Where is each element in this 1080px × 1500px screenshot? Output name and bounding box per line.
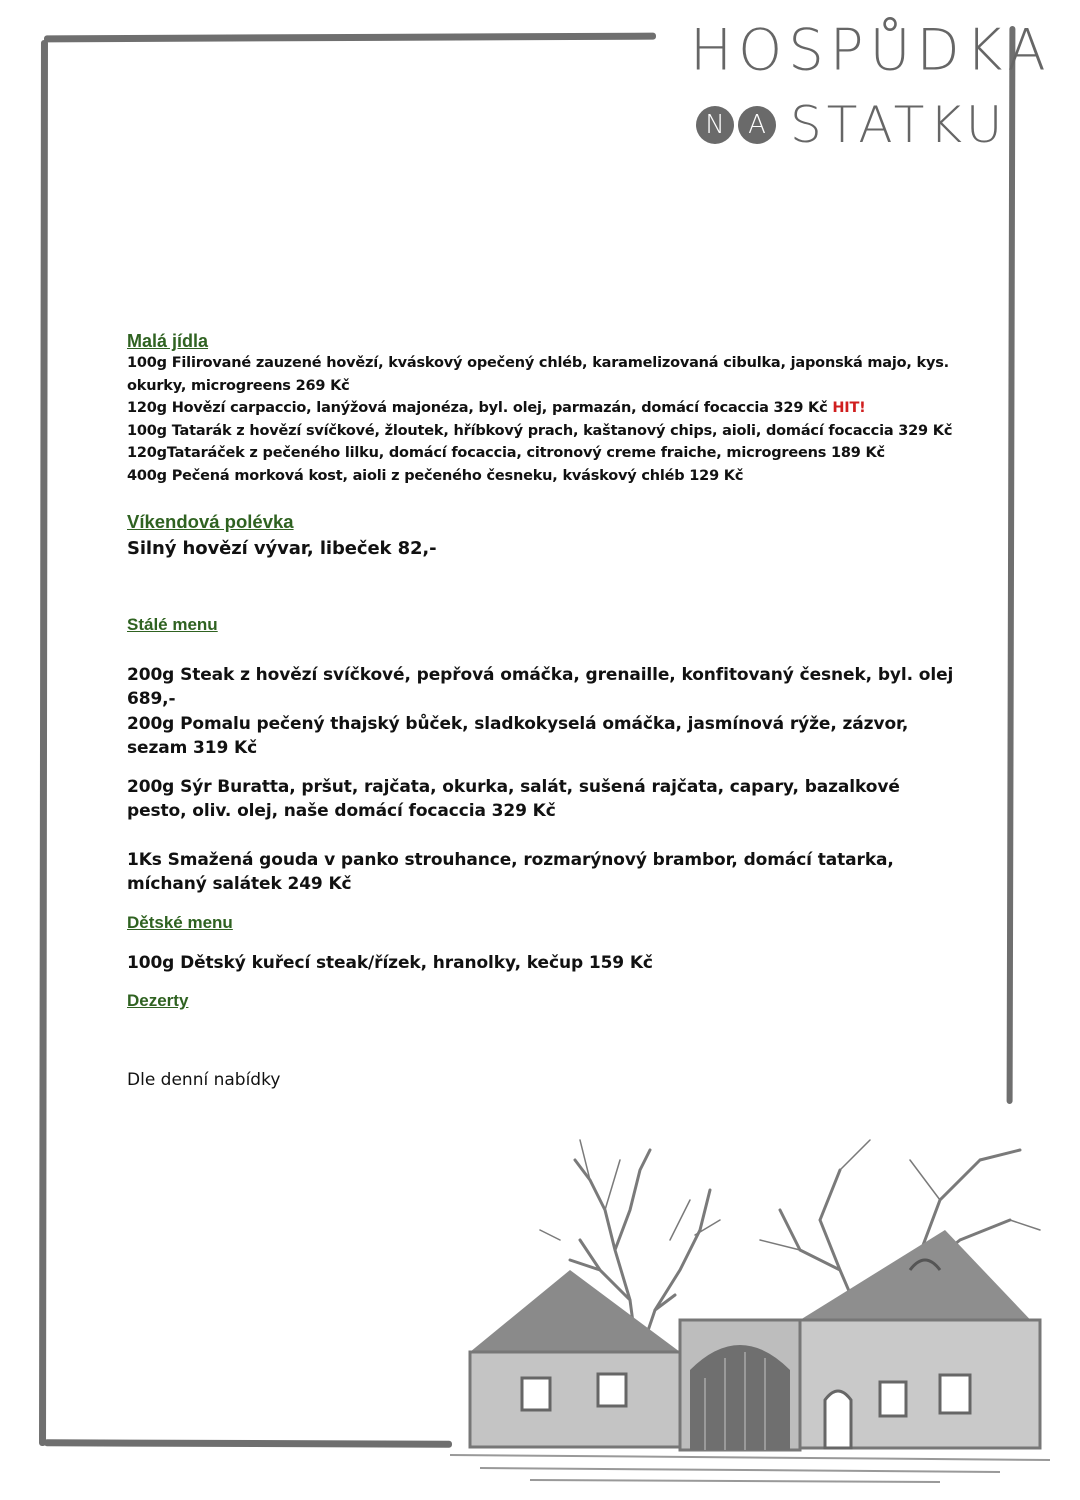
section-title-weekend-soup: Víkendová polévka — [127, 511, 294, 532]
dessert-item: Dle denní nabídky — [127, 1070, 281, 1090]
menu-item: 100g Filirované zauzené hovězí, kváskový opečený chléb, karamelizovaná cibulka, japonská majo, kys. okurky, microgreens 269 Kč — [127, 355, 949, 394]
house-left — [470, 1270, 680, 1447]
soup-item: Silný hovězí vývar, libeček 82,- — [127, 538, 437, 559]
frame-top-line — [44, 33, 656, 43]
section-title-desserts: Dezerty — [127, 991, 189, 1010]
menu-item-text: 120g Hovězí carpaccio, lanýžová majonéza, byl. olej, parmazán, domácí focaccia 329 Kč — [127, 400, 828, 416]
kids-item: 100g Dětský kuřecí steak/řízek, hranolky, kečup 159 Kč — [127, 953, 653, 973]
logo-circle-n: N — [696, 106, 734, 144]
logo-circle-a: A — [738, 106, 776, 144]
ground-sketch — [450, 1455, 1050, 1482]
menu-item: 120gTataráček z pečeného lilku, domácí focaccia, citronový creme fraiche, microgreens 189 Kč — [127, 445, 885, 461]
logo-statku: STATKU — [790, 96, 1008, 154]
menu-item: 200g Sýr Buratta, pršut, rajčata, okurka, salát, sušená rajčata, capary, bazalkové pesto, oliv. olej, naše domácí focaccia 329 Kč — [127, 777, 900, 821]
gate — [680, 1320, 800, 1450]
hit-badge: HIT! — [832, 400, 866, 416]
restaurant-logo — [690, 17, 1052, 158]
menu-item: 100g Tatarák z hovězí svíčkové, žloutek, hříbkový prach, kaštanový chips, aioli, domácí focaccia 329 Kč — [127, 422, 953, 439]
menu-item: 200g Pomalu pečený thajský bůček, sladkokyselá omáčka, jasmínová rýže, zázvor, sezam 319 Kč — [127, 714, 909, 758]
frame-left-line — [39, 40, 48, 1446]
frame-right-line — [1007, 26, 1016, 1104]
menu-item-hit — [127, 397, 967, 420]
section-title-small-dishes: Malá jídla — [127, 331, 209, 351]
farmhouse-sketch — [440, 1120, 1060, 1490]
frame-bottom-line — [44, 1439, 452, 1447]
menu-item: 1Ks Smažená gouda v panko strouhance, rozmarýnový brambor, domácí tatarka, míchaný salátek 249 Kč — [127, 850, 894, 894]
menu-item: 200g Steak z hovězí svíčkové, pepřová omáčka, grenaille, konfitovaný česnek, byl. olej 689,- — [127, 665, 954, 709]
section-title-kids-menu: Dětské menu — [127, 913, 233, 932]
logo-hospudka: HOSPŮDKA — [690, 17, 1052, 84]
menu-item: 400g Pečená morková kost, aioli z pečeného česneku, kváskový chléb 129 Kč — [127, 467, 744, 484]
section-title-standing-menu: Stálé menu — [127, 615, 218, 634]
